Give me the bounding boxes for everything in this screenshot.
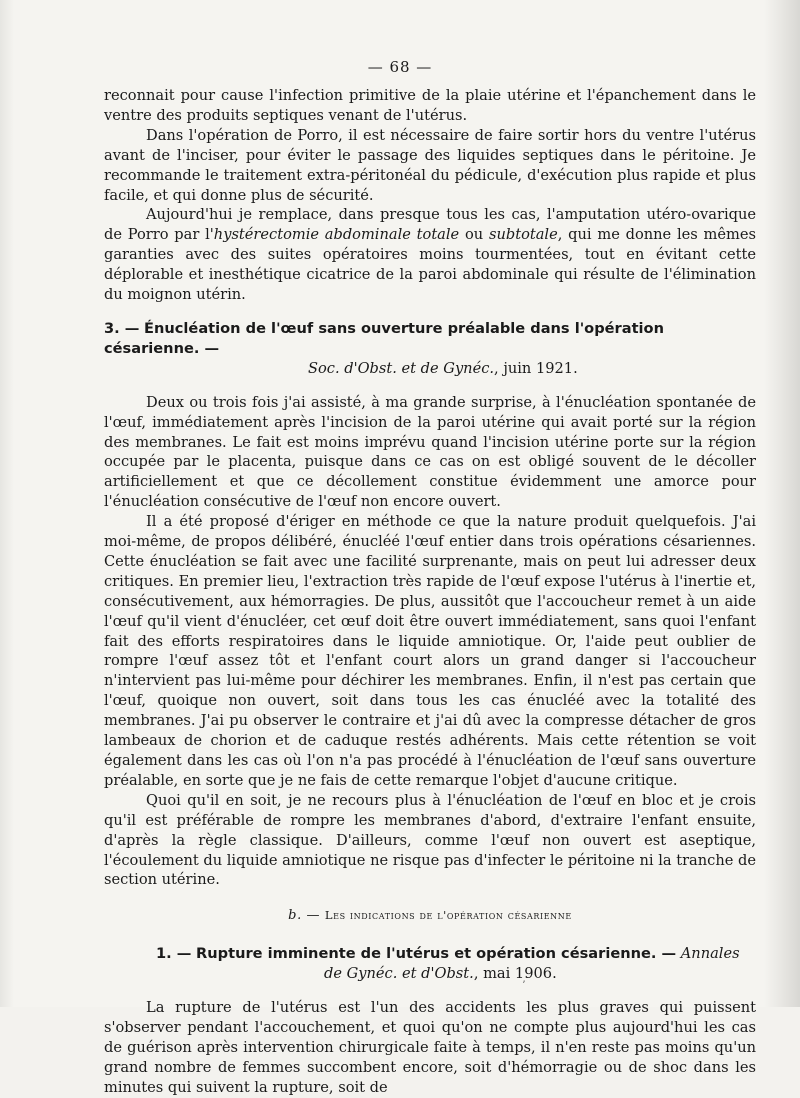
heading-rupture-line	[156, 944, 756, 964]
section-b-dash: —	[301, 908, 325, 924]
heading-3-reference	[104, 359, 756, 379]
section-b-text: Les indications de l'opération césarienne	[324, 908, 572, 923]
para-3-after: , qui me donne les mêmes garanties avec des suites opératoires moins tourmentées, tout en évitant cette déplorable et inesthétique cicatrice de la paroi abdominale qui résulte de l'élimination du moignon utérin.	[104, 226, 756, 304]
heading-1-ref-journal-1: Annales	[680, 945, 740, 963]
paragraph-hysterectomy	[104, 205, 756, 305]
page-number: — 68 —	[367, 58, 433, 76]
heading-3-title: Énucléation de l'œuf sans ouverture préalable dans l'opération césarienne. —	[104, 319, 664, 357]
right-scan-shadow	[764, 0, 800, 1007]
section-b-title	[104, 906, 756, 926]
left-scan-shadow	[0, 0, 14, 1007]
heading-1-ref-journal-2: de Gynéc. et d'Obst.	[324, 965, 474, 983]
heading-rupture	[104, 944, 756, 984]
paragraph-spontaneous-enucleation: Deux ou trois fois j'ai assisté, à ma grande surprise, à l'énucléation spontanée de l'œuf, immédiatement après l'incision de la paroi utérine qui avait porté sur la région des membranes. Le fait est moins imprévu quand l'incision utérine porte sur la région occupée par le placenta, puisque dans ce cas on est obligé souvent de le décoller artificiellement et que ce décollement constitue évidemment une amorce pour l'énucléation consécutive de l'œuf non encore ouvert.	[104, 393, 756, 511]
heading-3-number: 3. —	[104, 319, 140, 337]
heading-1-reference	[156, 964, 756, 984]
paragraph-conclusion: Quoi qu'il en soit, je ne recours plus à l'énucléation de l'œuf en bloc et je crois qu'il est préférable de rompre les membranes d'abord, d'extraire l'enfant ensuite, d'après la règle classique. D'ailleurs, comme l'œuf non ouvert est aseptique, l'écoulement du liquide amniotique ne risque pas d'infecter le péritoine ni la tranche de section utérine.	[104, 791, 756, 889]
body-text	[104, 86, 756, 1098]
para-3-middle: ou	[459, 226, 489, 244]
para-3-italic-1: hystérectomie abdominale totale	[213, 226, 460, 244]
paragraph-uterine-rupture: La rupture de l'utérus est l'un des accidents les plus graves qui puissent s'observer pendant l'accouchement, et quoi qu'on ne compte plus aujourd'hui les cas de guérison après intervention chirurgicale faite à temps, il n'en reste pas moins qu'un grand nombre de femmes succombent encore, soit d'hémorragie ou de shoc dans les minutes qui suivent la rupture, soit de	[104, 999, 756, 1096]
para-3-before: Aujourd'hui je remplace, dans presque tous les cas, l'amputation utéro-ovarique de Porro par l'	[104, 206, 756, 244]
para-3-italic-2: subtotale	[488, 226, 558, 244]
paragraph-porro: Dans l'opération de Porro, il est nécessaire de faire sortir hors du ventre l'utérus avant de l'inciser, pour éviter le passage des liquides septiques dans le péritoine. Je recommande le traitement extra-péritonéal du pédicule, d'exécution plus rapide et plus facile, et qui donne plus de sécurité.	[104, 126, 756, 204]
section-b-letter: b.	[288, 908, 302, 924]
heading-enucleation-line	[104, 319, 756, 359]
paragraph-continuation: reconnait pour cause l'infection primitive de la plaie utérine et l'épanchement dans le ventre des produits septiques venant de l'utérus.	[104, 87, 756, 124]
heading-1-ref-date: , mai 1906.	[473, 965, 557, 983]
heading-1-title: Rupture imminente de l'utérus et opération césarienne. —	[196, 945, 677, 963]
stray-ink-mark: ʼ	[522, 980, 526, 991]
heading-3-ref-date: , juin 1921.	[494, 359, 578, 377]
heading-enucleation	[104, 319, 756, 379]
heading-1-number: 1. —	[156, 945, 192, 963]
heading-3-ref-journal: Soc. d'Obst. et de Gynéc.	[308, 359, 495, 377]
paragraph-method: Il a été proposé d'ériger en méthode ce que la nature produit quelquefois. J'ai moi-même, de propos délibéré, énucléé l'œuf entier dans trois opérations césariennes. Cette énucléation se fait avec une facilité surprenante, mais on peut lui adresser deux critiques. En premier lieu, l'extraction très rapide de l'œuf expose l'utérus à l'inertie et, consécutivement, aux hémorragies. De plus, aussitôt que l'accoucheur remet à un aide l'œuf qu'il vient d'énucléer, cet œuf doit être ouvert immédiatement, sans quoi l'enfant fait des efforts respiratoires dans le liquide amniotique. Or, l'aide peut oublier de rompre l'œuf assez tôt et l'enfant court alors un grand danger si l'accoucheur n'intervient pas lui-même pour déchirer les membranes. Enfin, il n'est pas certain que l'œuf, quoique non ouvert, soit dans tous les cas énucléé avec la totalité des membranes. J'ai pu observer le contraire et j'ai dû avec la compresse détacher de gros lambeaux de chorion et de caduque restés adhérents. Mais cette rétention se voit également dans les cas où l'on n'a pas procédé à l'énucléation de l'œuf sans ouverture préalable, en sorte que je ne fais de cette remarque l'objet d'aucune critique.	[104, 513, 756, 789]
